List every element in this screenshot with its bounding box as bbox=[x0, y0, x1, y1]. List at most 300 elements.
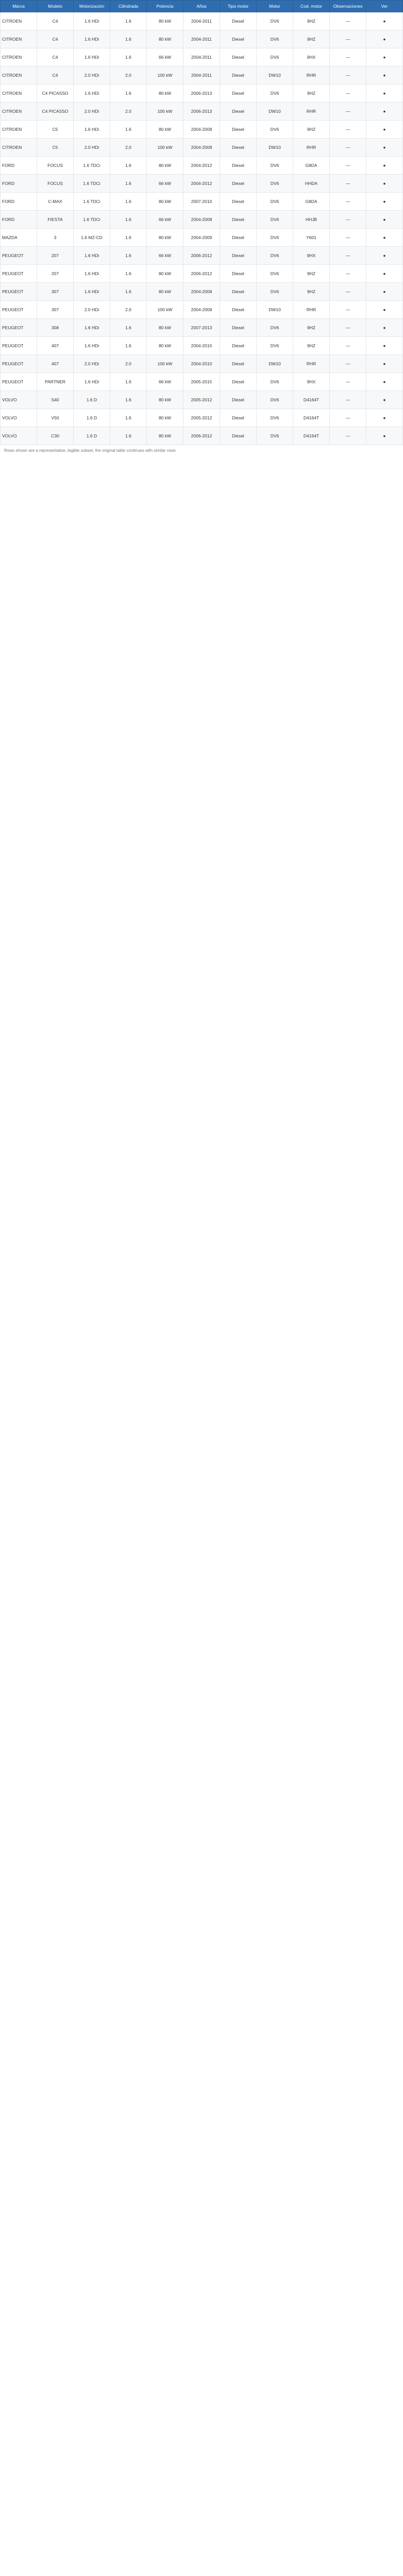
table-cell: Diesel bbox=[220, 139, 257, 157]
table-cell: 2005-2012 bbox=[183, 391, 220, 409]
table-cell: 407 bbox=[37, 337, 74, 355]
table-cell: — bbox=[330, 409, 366, 427]
table-cell: PEUGEOT bbox=[1, 337, 37, 355]
table-cell: Diesel bbox=[220, 409, 257, 427]
table-cell: Diesel bbox=[220, 211, 257, 229]
table-cell[interactable]: ● bbox=[366, 391, 403, 409]
table-cell: 9HX bbox=[293, 247, 330, 265]
table-cell: 2004-2010 bbox=[183, 355, 220, 373]
table-cell[interactable]: ● bbox=[366, 175, 403, 193]
table-cell: Diesel bbox=[220, 247, 257, 265]
table-cell: 2.0 bbox=[110, 355, 147, 373]
table-cell: DW10 bbox=[257, 66, 293, 84]
table-cell: 1.6 bbox=[110, 265, 147, 283]
table-cell: 1.6 HDi bbox=[74, 319, 110, 337]
table-cell: C4 bbox=[37, 12, 74, 30]
table-cell: — bbox=[330, 391, 366, 409]
table-cell: 1.6 bbox=[110, 247, 147, 265]
table-cell: Diesel bbox=[220, 48, 257, 66]
table-row[interactable] bbox=[1, 247, 403, 265]
footer-note: Rows shown are a representative, legible subset; the original table continues with similar rows. bbox=[4, 448, 177, 453]
table-cell[interactable]: ● bbox=[366, 229, 403, 247]
table-row[interactable] bbox=[1, 409, 403, 427]
col-header: Ver bbox=[366, 1, 403, 12]
table-cell: 2006-2013 bbox=[183, 84, 220, 103]
table-cell: 2005-2012 bbox=[183, 409, 220, 427]
table-cell: DV6 bbox=[257, 211, 293, 229]
table-cell: 80 kW bbox=[147, 12, 183, 30]
table-cell: 1.6 HDi bbox=[74, 337, 110, 355]
table-cell: 2006-2013 bbox=[183, 103, 220, 121]
table-cell: 66 kW bbox=[147, 211, 183, 229]
col-header: Observaciones bbox=[330, 1, 366, 12]
table-row[interactable] bbox=[1, 229, 403, 247]
table-cell: 2.0 HDi bbox=[74, 301, 110, 319]
table-cell: D4164T bbox=[293, 391, 330, 409]
table-cell: Diesel bbox=[220, 229, 257, 247]
table-cell: 2005-2015 bbox=[183, 373, 220, 391]
table-cell: Diesel bbox=[220, 84, 257, 103]
table-cell: CITROEN bbox=[1, 139, 37, 157]
table-cell: 100 kW bbox=[147, 103, 183, 121]
table-cell: DW10 bbox=[257, 301, 293, 319]
table-cell: 9HX bbox=[293, 373, 330, 391]
col-header: Años bbox=[183, 1, 220, 12]
table-cell: 1.6 bbox=[110, 391, 147, 409]
table-row[interactable] bbox=[1, 66, 403, 84]
table-cell: Diesel bbox=[220, 30, 257, 48]
table-cell: 1.6 HDi bbox=[74, 373, 110, 391]
table-cell: 1.6 bbox=[110, 12, 147, 30]
table-cell: D4164T bbox=[293, 409, 330, 427]
table-cell: 66 kW bbox=[147, 247, 183, 265]
table-cell: FORD bbox=[1, 193, 37, 211]
table-cell: DV6 bbox=[257, 175, 293, 193]
col-header: Motorización bbox=[74, 1, 110, 12]
table-cell: Diesel bbox=[220, 337, 257, 355]
table-cell[interactable]: ● bbox=[366, 139, 403, 157]
table-cell: FORD bbox=[1, 175, 37, 193]
table-cell: 207 bbox=[37, 265, 74, 283]
table-cell: 1.6 HDi bbox=[74, 84, 110, 103]
table-cell[interactable]: ● bbox=[366, 66, 403, 84]
table-cell: PEUGEOT bbox=[1, 355, 37, 373]
table-cell: Diesel bbox=[220, 283, 257, 301]
table-cell: 1.6 bbox=[110, 157, 147, 175]
table-cell: MAZDA bbox=[1, 229, 37, 247]
table-cell: D4164T bbox=[293, 427, 330, 445]
table-cell: PEUGEOT bbox=[1, 373, 37, 391]
table-cell: 2004-2008 bbox=[183, 301, 220, 319]
table-cell: 2007-2010 bbox=[183, 193, 220, 211]
table-cell: 1.6 bbox=[110, 48, 147, 66]
table-cell: DV6 bbox=[257, 193, 293, 211]
table-cell: DV6 bbox=[257, 247, 293, 265]
table-cell: DW10 bbox=[257, 139, 293, 157]
table-cell: 2006-2012 bbox=[183, 427, 220, 445]
table-cell: C5 bbox=[37, 121, 74, 139]
table-cell: VOLVO bbox=[1, 409, 37, 427]
table-cell: — bbox=[330, 157, 366, 175]
table-cell: 1.6 TDCi bbox=[74, 175, 110, 193]
table-cell: 2.0 HDi bbox=[74, 355, 110, 373]
table-cell: 2004-2010 bbox=[183, 337, 220, 355]
table-cell: 2.0 bbox=[110, 103, 147, 121]
table-body bbox=[1, 12, 403, 445]
table-cell: 1.6 bbox=[110, 409, 147, 427]
table-cell: CITROEN bbox=[1, 30, 37, 48]
table-cell: 9HZ bbox=[293, 265, 330, 283]
table-header bbox=[1, 1, 403, 12]
table-cell[interactable]: ● bbox=[366, 193, 403, 211]
table-cell: 2004-2008 bbox=[183, 283, 220, 301]
table-cell: — bbox=[330, 427, 366, 445]
table-row[interactable] bbox=[1, 121, 403, 139]
table-cell: 80 kW bbox=[147, 229, 183, 247]
col-header: Cod. motor bbox=[293, 1, 330, 12]
table-cell[interactable]: ● bbox=[366, 265, 403, 283]
col-header: Modelo bbox=[37, 1, 74, 12]
table-cell: 66 kW bbox=[147, 373, 183, 391]
table-cell[interactable]: ● bbox=[366, 319, 403, 337]
table-cell: 2004-2008 bbox=[183, 211, 220, 229]
table-cell: RHR bbox=[293, 103, 330, 121]
table-cell: 2.0 bbox=[110, 301, 147, 319]
table-cell: 1.6 D bbox=[74, 391, 110, 409]
table-cell: Diesel bbox=[220, 66, 257, 84]
table-cell: 2004-2011 bbox=[183, 30, 220, 48]
table-cell: FIESTA bbox=[37, 211, 74, 229]
table-row[interactable] bbox=[1, 84, 403, 103]
table-cell: Diesel bbox=[220, 157, 257, 175]
table-cell: Diesel bbox=[220, 12, 257, 30]
table-cell: — bbox=[330, 265, 366, 283]
table-cell: DV6 bbox=[257, 373, 293, 391]
table-cell[interactable]: ● bbox=[366, 30, 403, 48]
table-cell: 9HZ bbox=[293, 12, 330, 30]
table-cell: — bbox=[330, 283, 366, 301]
table-cell: DV6 bbox=[257, 283, 293, 301]
table-cell: 66 kW bbox=[147, 175, 183, 193]
table-cell: CITROEN bbox=[1, 48, 37, 66]
table-cell: — bbox=[330, 175, 366, 193]
table-cell: 80 kW bbox=[147, 30, 183, 48]
table-cell[interactable]: ● bbox=[366, 247, 403, 265]
table-cell: 9HZ bbox=[293, 30, 330, 48]
table-cell: Y601 bbox=[293, 229, 330, 247]
col-header: Motor bbox=[257, 1, 293, 12]
table-cell: CITROEN bbox=[1, 66, 37, 84]
table-cell: DW10 bbox=[257, 103, 293, 121]
col-header: Marca bbox=[1, 1, 37, 12]
table-cell: 80 kW bbox=[147, 84, 183, 103]
table-cell: V50 bbox=[37, 409, 74, 427]
table-row[interactable] bbox=[1, 319, 403, 337]
table-cell: 2004-2009 bbox=[183, 229, 220, 247]
table-cell: FORD bbox=[1, 157, 37, 175]
table-row[interactable] bbox=[1, 337, 403, 355]
table-cell: C30 bbox=[37, 427, 74, 445]
table-cell: 9HX bbox=[293, 48, 330, 66]
table-cell: Diesel bbox=[220, 355, 257, 373]
table-cell: 1.6 bbox=[110, 121, 147, 139]
table-cell: Diesel bbox=[220, 301, 257, 319]
table-cell: HHDA bbox=[293, 175, 330, 193]
table-cell: 80 kW bbox=[147, 283, 183, 301]
table-cell[interactable]: ● bbox=[366, 409, 403, 427]
table-cell: 9HZ bbox=[293, 337, 330, 355]
table-row[interactable] bbox=[1, 373, 403, 391]
table-cell: DV6 bbox=[257, 12, 293, 30]
table-cell: — bbox=[330, 373, 366, 391]
table-cell: 307 bbox=[37, 283, 74, 301]
table-cell[interactable]: ● bbox=[366, 103, 403, 121]
table-row[interactable] bbox=[1, 301, 403, 319]
table-cell: — bbox=[330, 30, 366, 48]
table-cell: 2004-2011 bbox=[183, 48, 220, 66]
table-cell[interactable]: ● bbox=[366, 301, 403, 319]
table-cell: 1.6 bbox=[110, 427, 147, 445]
table-cell: 1.6 bbox=[110, 319, 147, 337]
table-cell: Diesel bbox=[220, 373, 257, 391]
table-cell: 1.6 bbox=[110, 30, 147, 48]
table-cell: 1.6 bbox=[110, 229, 147, 247]
header-row bbox=[1, 1, 403, 12]
table-cell: 1.6 bbox=[110, 211, 147, 229]
table-cell: 80 kW bbox=[147, 121, 183, 139]
table-cell: — bbox=[330, 337, 366, 355]
table-cell: DW10 bbox=[257, 355, 293, 373]
table-cell: C4 bbox=[37, 66, 74, 84]
table-cell: Diesel bbox=[220, 121, 257, 139]
table-cell: FORD bbox=[1, 211, 37, 229]
table-cell: 207 bbox=[37, 247, 74, 265]
table-row[interactable] bbox=[1, 391, 403, 409]
table-cell: CITROEN bbox=[1, 121, 37, 139]
table-cell: 1.6 TDCi bbox=[74, 211, 110, 229]
table-cell: — bbox=[330, 301, 366, 319]
table-cell: — bbox=[330, 247, 366, 265]
table-cell: CITROEN bbox=[1, 12, 37, 30]
table-cell: 1.6 HDi bbox=[74, 247, 110, 265]
table-cell: Diesel bbox=[220, 427, 257, 445]
table-cell: 1.6 D bbox=[74, 427, 110, 445]
table-row[interactable] bbox=[1, 355, 403, 373]
table-cell: 66 kW bbox=[147, 48, 183, 66]
table-cell: 2004-2012 bbox=[183, 157, 220, 175]
table-row[interactable] bbox=[1, 103, 403, 121]
table-cell: 100 kW bbox=[147, 355, 183, 373]
table-row[interactable] bbox=[1, 157, 403, 175]
table-cell: DV6 bbox=[257, 157, 293, 175]
table-cell: Diesel bbox=[220, 175, 257, 193]
table-cell: RHR bbox=[293, 301, 330, 319]
table-cell: 1.6 HDi bbox=[74, 121, 110, 139]
table-cell: DV6 bbox=[257, 427, 293, 445]
table-cell: C4 bbox=[37, 48, 74, 66]
table-cell: DV6 bbox=[257, 121, 293, 139]
table-cell[interactable]: ● bbox=[366, 157, 403, 175]
table-cell: 1.6 HDi bbox=[74, 48, 110, 66]
table-cell: — bbox=[330, 319, 366, 337]
table-cell: 80 kW bbox=[147, 409, 183, 427]
table-cell: 1.6 bbox=[110, 193, 147, 211]
compatibility-table bbox=[0, 0, 403, 445]
table-cell: HHJB bbox=[293, 211, 330, 229]
table-cell: 2.0 HDi bbox=[74, 103, 110, 121]
table-cell: — bbox=[330, 12, 366, 30]
table-row[interactable] bbox=[1, 211, 403, 229]
table-cell: 80 kW bbox=[147, 337, 183, 355]
table-row[interactable] bbox=[1, 175, 403, 193]
table-cell: 2.0 bbox=[110, 66, 147, 84]
table-cell: 1.6 bbox=[110, 373, 147, 391]
table-cell: 9HZ bbox=[293, 121, 330, 139]
table-row[interactable] bbox=[1, 30, 403, 48]
table-cell[interactable]: ● bbox=[366, 121, 403, 139]
table-cell: 1.6 HDi bbox=[74, 30, 110, 48]
table-cell: — bbox=[330, 229, 366, 247]
table-cell: Diesel bbox=[220, 265, 257, 283]
table-cell: 80 kW bbox=[147, 265, 183, 283]
table-row[interactable] bbox=[1, 283, 403, 301]
table-cell: 80 kW bbox=[147, 157, 183, 175]
table-cell: FOCUS bbox=[37, 175, 74, 193]
table-cell: DV6 bbox=[257, 391, 293, 409]
table-cell: 3 bbox=[37, 229, 74, 247]
table-cell[interactable]: ● bbox=[366, 355, 403, 373]
table-cell: FOCUS bbox=[37, 157, 74, 175]
table-cell: Diesel bbox=[220, 319, 257, 337]
table-cell: 1.6 MZ-CD bbox=[74, 229, 110, 247]
table-cell: DV6 bbox=[257, 48, 293, 66]
table-cell: — bbox=[330, 193, 366, 211]
table-cell: 80 kW bbox=[147, 427, 183, 445]
table-cell: 9HZ bbox=[293, 84, 330, 103]
table-cell: 2006-2012 bbox=[183, 265, 220, 283]
table-row[interactable] bbox=[1, 48, 403, 66]
table-cell: 1.6 HDi bbox=[74, 12, 110, 30]
table-cell: 2004-2008 bbox=[183, 139, 220, 157]
table-cell: 80 kW bbox=[147, 193, 183, 211]
table-cell: — bbox=[330, 66, 366, 84]
table-cell: 1.6 D bbox=[74, 409, 110, 427]
table-cell: PEUGEOT bbox=[1, 301, 37, 319]
table-cell: 307 bbox=[37, 301, 74, 319]
table-cell: 2004-2011 bbox=[183, 12, 220, 30]
table-cell: PEUGEOT bbox=[1, 319, 37, 337]
table-cell: VOLVO bbox=[1, 427, 37, 445]
table-cell: DV6 bbox=[257, 30, 293, 48]
table-cell: 2004-2008 bbox=[183, 121, 220, 139]
table-cell: — bbox=[330, 211, 366, 229]
table-cell[interactable]: ● bbox=[366, 12, 403, 30]
table-cell: 1.6 bbox=[110, 283, 147, 301]
table-cell[interactable]: ● bbox=[366, 373, 403, 391]
table-cell: C4 bbox=[37, 30, 74, 48]
table-cell: DV6 bbox=[257, 229, 293, 247]
table-cell: RHR bbox=[293, 139, 330, 157]
table-cell: 1.6 HDi bbox=[74, 265, 110, 283]
table-cell: PEUGEOT bbox=[1, 283, 37, 301]
table-cell: G8DA bbox=[293, 157, 330, 175]
table-cell: CITROEN bbox=[1, 103, 37, 121]
col-header: Tipo motor bbox=[220, 1, 257, 12]
table-cell: RHR bbox=[293, 355, 330, 373]
table-cell: 2.0 HDi bbox=[74, 66, 110, 84]
table-cell: 1.6 TDCi bbox=[74, 193, 110, 211]
table-cell: 80 kW bbox=[147, 319, 183, 337]
table-cell: 2004-2011 bbox=[183, 66, 220, 84]
table-cell: Diesel bbox=[220, 103, 257, 121]
table-cell: C5 bbox=[37, 139, 74, 157]
table-row[interactable] bbox=[1, 193, 403, 211]
page bbox=[0, 0, 403, 456]
table-cell: — bbox=[330, 139, 366, 157]
table-cell: 1.6 bbox=[110, 84, 147, 103]
table-cell: 2.0 bbox=[110, 139, 147, 157]
table-cell: DV6 bbox=[257, 337, 293, 355]
col-header: Potencia bbox=[147, 1, 183, 12]
table-cell: 80 kW bbox=[147, 391, 183, 409]
table-cell: 100 kW bbox=[147, 66, 183, 84]
table-cell: 407 bbox=[37, 355, 74, 373]
col-header: Cilindrada bbox=[110, 1, 147, 12]
table-row[interactable] bbox=[1, 427, 403, 445]
table-cell: PARTNER bbox=[37, 373, 74, 391]
table-cell: PEUGEOT bbox=[1, 247, 37, 265]
table-cell[interactable]: ● bbox=[366, 337, 403, 355]
table-cell: S40 bbox=[37, 391, 74, 409]
table-cell: 9HZ bbox=[293, 319, 330, 337]
table-cell: 1.6 bbox=[110, 337, 147, 355]
table-cell[interactable]: ● bbox=[366, 283, 403, 301]
table-cell[interactable]: ● bbox=[366, 211, 403, 229]
table-cell: DV6 bbox=[257, 319, 293, 337]
table-cell[interactable]: ● bbox=[366, 427, 403, 445]
table-cell: G8DA bbox=[293, 193, 330, 211]
table-cell: C4 PICASSO bbox=[37, 103, 74, 121]
table-cell: — bbox=[330, 84, 366, 103]
table-cell: 308 bbox=[37, 319, 74, 337]
table-cell: RHR bbox=[293, 66, 330, 84]
table-cell: Diesel bbox=[220, 391, 257, 409]
table-cell: Diesel bbox=[220, 193, 257, 211]
table-cell: PEUGEOT bbox=[1, 265, 37, 283]
table-row[interactable] bbox=[1, 12, 403, 30]
table-cell: — bbox=[330, 48, 366, 66]
table-cell: 2006-2012 bbox=[183, 247, 220, 265]
table-cell: CITROEN bbox=[1, 84, 37, 103]
table-cell: 100 kW bbox=[147, 139, 183, 157]
table-cell: C4 PICASSO bbox=[37, 84, 74, 103]
table-cell: 100 kW bbox=[147, 301, 183, 319]
table-cell: 2007-2013 bbox=[183, 319, 220, 337]
table-row[interactable] bbox=[1, 139, 403, 157]
table-cell: 2.0 HDi bbox=[74, 139, 110, 157]
table-cell[interactable]: ● bbox=[366, 84, 403, 103]
table-cell: DV6 bbox=[257, 84, 293, 103]
table-cell: 1.6 bbox=[110, 175, 147, 193]
table-cell: 9HZ bbox=[293, 283, 330, 301]
table-cell: — bbox=[330, 355, 366, 373]
table-cell: VOLVO bbox=[1, 391, 37, 409]
table-cell: C-MAX bbox=[37, 193, 74, 211]
table-cell[interactable]: ● bbox=[366, 48, 403, 66]
table-row[interactable] bbox=[1, 265, 403, 283]
table-cell: DV6 bbox=[257, 265, 293, 283]
table-cell: 1.6 HDi bbox=[74, 283, 110, 301]
